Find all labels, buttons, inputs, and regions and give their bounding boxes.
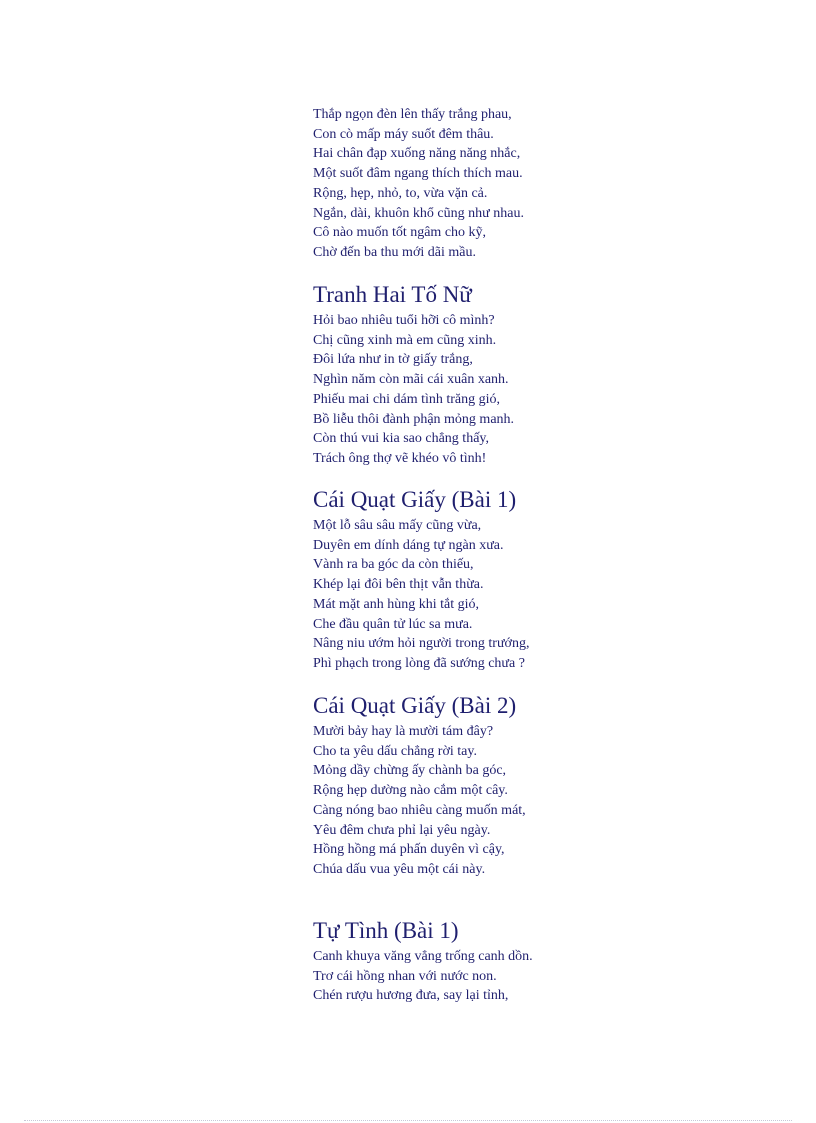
poem-line: Nghìn năm còn mãi cái xuân xanh.	[313, 372, 509, 388]
poem-block	[313, 692, 793, 880]
poem-line: Rộng, hẹp, nhỏ, to, vừa vặn cả.	[313, 185, 488, 201]
poem-block	[313, 105, 793, 263]
page-bottom-divider	[24, 1120, 792, 1121]
poem-line: Còn thú vui kia sao chẳng thấy,	[313, 431, 490, 447]
poem-line: Con cò mấp máy suốt đêm thâu.	[313, 126, 494, 142]
poem-line: Một lỗ sâu sâu mấy cũng vừa,	[313, 518, 482, 533]
poem-line: Trách ông thợ vẽ khéo vô tình!	[313, 450, 487, 466]
poem-block	[313, 486, 793, 674]
poem-line: Thắp ngọn đèn lên thấy trắng phau,	[313, 107, 512, 122]
poem-line: Hỏi bao nhiêu tuổi hỡi cô mình?	[313, 313, 495, 328]
poem-line: Che đầu quân tử lúc sa mưa.	[313, 616, 473, 632]
poem-line: Cô nào muốn tốt ngâm cho kỹ,	[313, 225, 487, 241]
poem-line: Phì phạch trong lòng đã sướng chưa ?	[313, 655, 525, 671]
poem-line: Hai chân đạp xuống năng năng nhắc,	[313, 146, 521, 162]
poem-title: Cái Quạt Giấy (Bài 1)	[313, 487, 517, 512]
poem-line: Phiếu mai chi dám tình trăng gió,	[313, 391, 501, 407]
poem-line: Ngắn, dài, khuôn khổ cũng như nhau.	[313, 205, 524, 221]
poem-line: Khép lại đôi bên thịt vẫn thừa.	[313, 577, 484, 593]
poem-block	[313, 917, 793, 1006]
poem-line: Trơ cái hồng nhan với nước non.	[313, 968, 497, 984]
poem-line: Duyên em dính dáng tự ngàn xưa.	[313, 537, 504, 553]
poem-line: Nâng niu ướm hỏi người trong trướng,	[313, 636, 530, 652]
poem-line: Mỏng dầy chừng ấy chành ba góc,	[313, 763, 507, 779]
poem-title: Cái Quạt Giấy (Bài 2)	[313, 693, 517, 718]
poem-line: Yêu đêm chưa phỉ lại yêu ngày.	[313, 822, 491, 838]
poem-title: Tranh Hai Tố Nữ	[313, 282, 472, 307]
poem-block	[313, 281, 793, 469]
poem-line: Mát mặt anh hùng khi tắt gió,	[313, 596, 480, 612]
poem-line: Đôi lứa như in tờ giấy trắng,	[313, 352, 473, 368]
poem-line: Càng nóng bao nhiêu càng muốn mát,	[313, 802, 526, 818]
poem-line: Một suốt đâm ngang thích thích mau.	[313, 166, 523, 182]
poem-line: Chén rượu hương đưa, say lại tỉnh,	[313, 988, 509, 1004]
poem-line: Bồ liễu thôi đành phận mỏng manh.	[313, 411, 515, 427]
poem-line: Vành ra ba góc da còn thiếu,	[313, 557, 474, 573]
poem-line: Cho ta yêu dấu chẳng rời tay.	[313, 743, 477, 759]
poem-line: Canh khuya văng vẳng trống canh dồn.	[313, 949, 533, 964]
poem-title: Tự Tình (Bài 1)	[313, 918, 459, 943]
poem-line: Rộng hẹp dường nào cắm một cây.	[313, 783, 508, 799]
poem-line: Mười bảy hay là mười tám đây?	[313, 724, 494, 739]
poem-line: Hồng hồng má phấn duyên vì cậy,	[313, 842, 505, 858]
poem-line: Chúa dấu vua yêu một cái này.	[313, 861, 486, 877]
poem-line: Chờ đến ba thu mới dãi mầu.	[313, 244, 476, 260]
poem-line: Chị cũng xinh mà em cũng xinh.	[313, 332, 497, 348]
